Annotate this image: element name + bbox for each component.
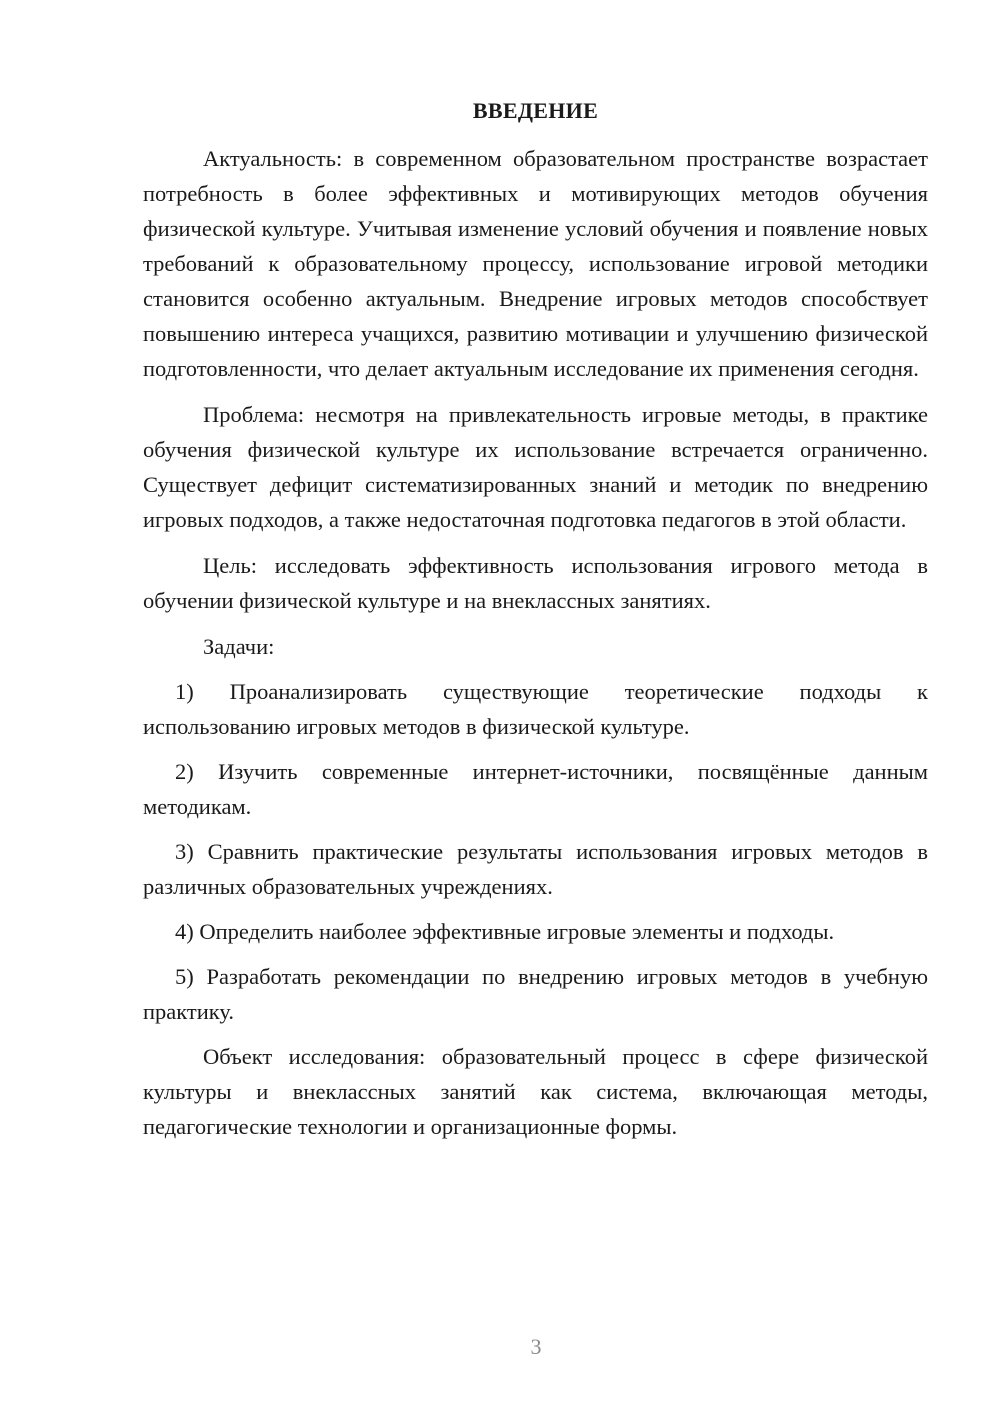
- task-item-1: 1) Проанализировать существующие теоретические подходы к использованию игровых методов в физической культуре.: [143, 679, 928, 739]
- relevance-paragraph: Актуальность: в современном образовательном пространстве возрастает потребность в более эффективных и мотивирующих методов обучения физической культуре. Учитывая изменение условий обучения и появление новых требований к образовательному процессу, использование игровой методики становится особенно актуальным. Внедрение игровых методов способствует повышению интереса учащихся, развитию мотивации и улучшению физической подготовленности, что делает актуальным исследование их применения сегодня.: [143, 146, 928, 381]
- problem-paragraph: Проблема: несмотря на привлекательность игровые методы, в практике обучения физической культуре их использование встречается ограниченно. Существует дефицит систематизированных знаний и методик по внедрению игровых подходов, а также недостаточная подготовка педагогов в этой области.: [143, 402, 928, 532]
- task-item-3: 3) Сравнить практические результаты использования игровых методов в различных образовательных учреждениях.: [143, 839, 928, 899]
- tasks-label: Задачи:: [203, 634, 275, 659]
- page-content: [143, 94, 928, 1155]
- page-number: 3: [530, 1334, 542, 1359]
- object-paragraph: Объект исследования: образовательный процесс в сфере физической культуры и внеклассных занятий как система, включающая методы, педагогические технологии и организационные формы.: [143, 1044, 928, 1139]
- task-item-4: 4) Определить наиболее эффективные игровые элементы и подходы.: [175, 919, 835, 944]
- task-item-5: 5) Разработать рекомендации по внедрению игровых методов в учебную практику.: [143, 964, 928, 1024]
- section-heading: ВВЕДЕНИЕ: [472, 98, 599, 123]
- task-item-2: 2) Изучить современные интернет-источники, посвящённые данным методикам.: [143, 759, 928, 819]
- goal-paragraph: Цель: исследовать эффективность использования игрового метода в обучении физической культуре и на внеклассных занятиях.: [143, 553, 928, 613]
